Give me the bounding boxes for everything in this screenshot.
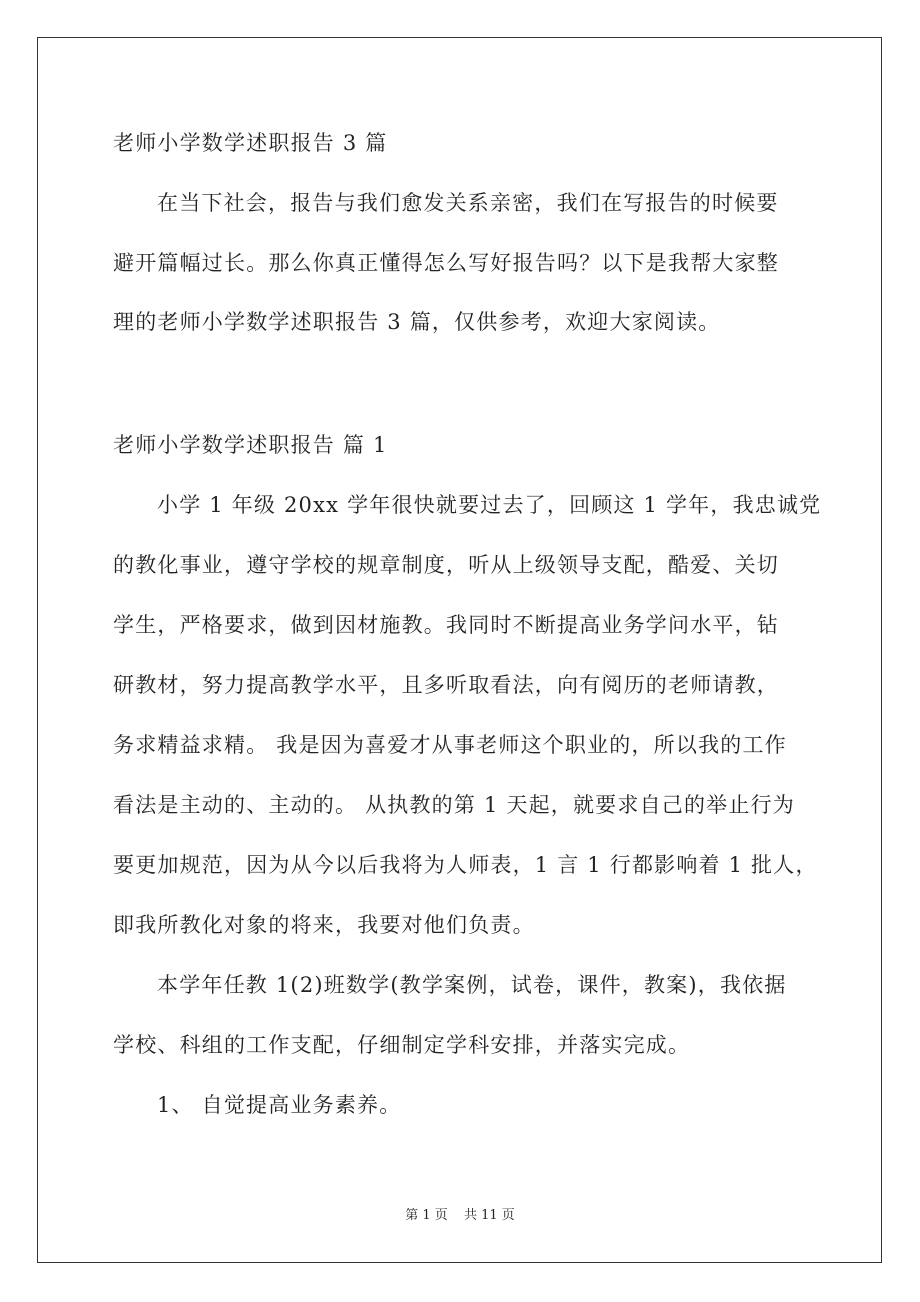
paragraph1-line-6: 看法是主动的、主动的。 从执教的第 1 天起，就要求自己的举止行为 [113, 793, 795, 817]
intro-line-3: 理的老师小学数学述职报告 3 篇，仅供参考，欢迎大家阅读。 [113, 310, 721, 334]
paragraph1-line-5: 务求精益求精。 我是因为喜爱才从事老师这个职业的，所以我的工作 [113, 733, 787, 757]
page-footer [0, 1206, 920, 1226]
paragraph1-line-7: 要更加规范，因为从今以后我将为人师表，1 言 1 行都影响着 1 批人， [113, 853, 818, 877]
page-number-total: 共 11 页 [463, 1208, 515, 1223]
intro-line-2: 避开篇幅过长。那么你真正懂得怎么写好报告吗？以下是我帮大家整 [113, 251, 779, 275]
paragraph2-line-1: 本学年任教 1(2)班数学(教学案例，试卷，课件，教案)，我依据 [157, 973, 787, 997]
paragraph2-line-2: 学校、科组的工作支配，仔细制定学科安排，并落实完成。 [113, 1033, 691, 1057]
paragraph1-line-3: 学生，严格要求，做到因材施教。我同时不断提高业务学问水平，钻 [113, 613, 779, 637]
page-number-current: 第 1 页 [405, 1208, 448, 1223]
paragraph1-line-4: 研教材，努力提高教学水平，且多听取看法，向有阅历的老师请教， [113, 673, 779, 697]
paragraph1-line-8: 即我所教化对象的将来，我要对他们负责。 [113, 913, 535, 937]
paragraph1-line-2: 的教化事业，遵守学校的规章制度，听从上级领导支配，酷爱、关切 [113, 553, 779, 577]
page-border [37, 37, 882, 1263]
list-item-1: 1、 自觉提高业务素养。 [157, 1093, 402, 1117]
paragraph1-line-1: 小学 1 年级 20xx 学年很快就要过去了，回顾这 1 学年，我忠诚党 [157, 493, 822, 517]
document-title: 老师小学数学述职报告 3 篇 [113, 131, 388, 155]
intro-line-1: 在当下社会，报告与我们愈发关系亲密，我们在写报告的时候要 [157, 191, 779, 215]
section-heading: 老师小学数学述职报告 篇 1 [113, 433, 388, 457]
